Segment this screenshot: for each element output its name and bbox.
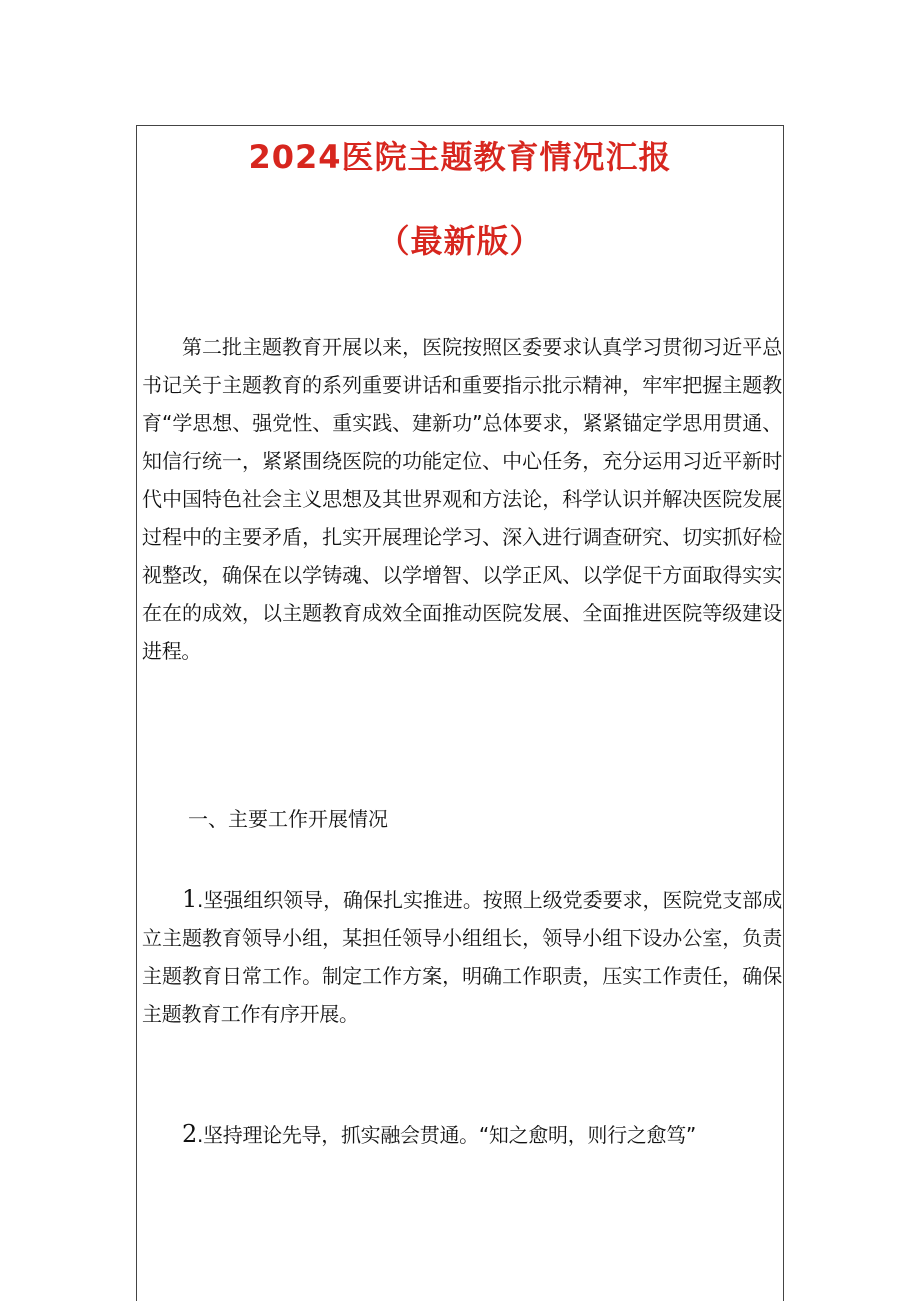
intro-paragraph: 第二批主题教育开展以来，医院按照区委要求认真学习贯彻习近平总书记关于主题教育的系列重要讲话和重要指示批示精神，牢牢把握主题教育“学思想、强党性、重实践、建新功”总体要求，紧紧锚定学思用贯通、知信行统一，紧紧围绕医院的功能定位、中心任务，充分运用习近平新时代中国特色社会主义思想及其世界观和方法论，科学认识并解决医院发展过程中的主要矛盾，扎实开展理论学习、深入进行调查研究、切实抓好检视整改，确保在以学铸魂、以学增智、以学正风、以学促干方面取得实实在在的成效，以主题教育成效全面推动医院发展、全面推进医院等级建设进程。 [142, 335, 782, 663]
list-item-1 [142, 880, 782, 1033]
section-heading: 一、主要工作开展情况 [188, 807, 388, 831]
list-item-2 [142, 1115, 782, 1154]
item-text: .坚强组织领导，确保扎实推进。按照上级党委要求，医院党支部成立主题教育领导小组，某担任领导小组组长，领导小组下设办公室，负责主题教育日常工作。制定工作方案，明确工作职责，压实工作责任，确保主题教育工作有序开展。 [142, 888, 782, 1026]
item-number: 1 [182, 885, 197, 913]
item-number: 2 [182, 1120, 197, 1148]
document-subtitle: （最新版） [377, 222, 543, 260]
item-text: .坚持理论先导，抓实融会贯通。“知之愈明，则行之愈笃” [196, 1123, 696, 1147]
document-title: 2024医院主题教育情况汇报 [248, 138, 672, 176]
